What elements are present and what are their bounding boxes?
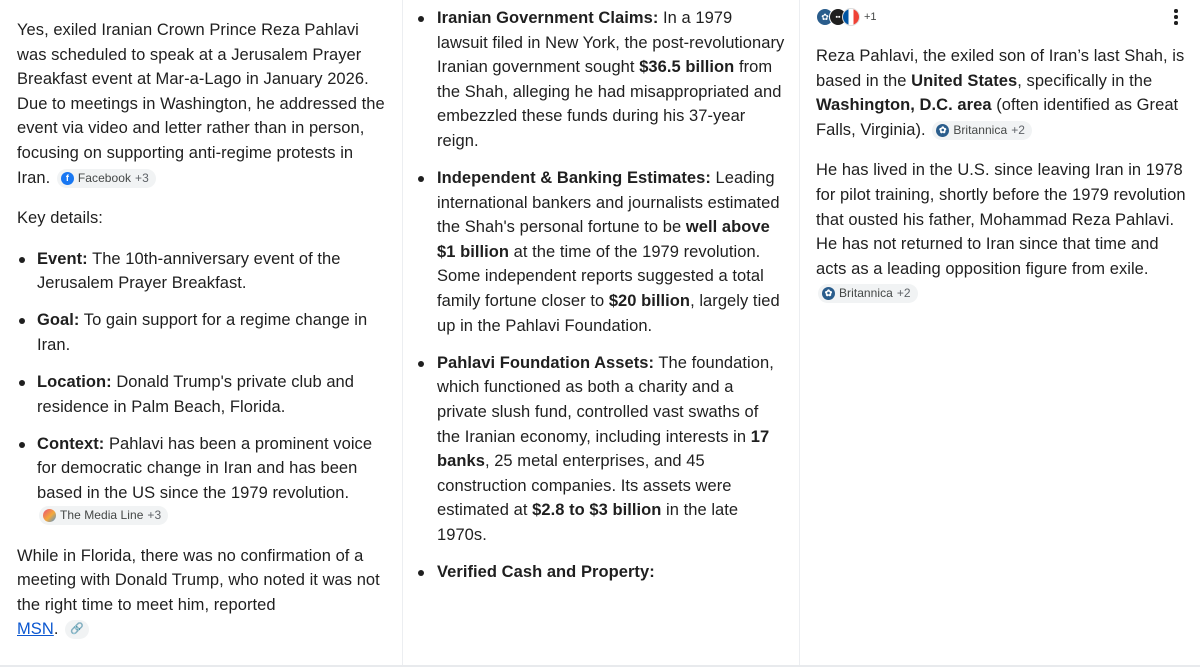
bullet-dot: [418, 176, 424, 182]
para-highlight: Washington, D.C. area: [816, 96, 992, 115]
key-details-heading: Key details:: [17, 209, 103, 228]
list-item: [17, 432, 389, 531]
sources-stack[interactable]: [816, 8, 877, 26]
chip-source: Facebook: [77, 170, 132, 185]
answer-column-middle: [403, 0, 800, 667]
sources-row: [816, 6, 1186, 28]
item-text: To gain support for a regime change in Iran.: [37, 311, 368, 355]
item-highlight: 17 banks: [437, 427, 770, 471]
item-label: Independent & Banking Estimates:: [437, 169, 711, 188]
bullet-dot: [19, 257, 25, 263]
source-chip-britannica[interactable]: [932, 121, 1032, 140]
bullet-dot: [418, 16, 424, 22]
item-label: Iranian Government Claims:: [437, 9, 659, 27]
britannica-icon: ✿: [822, 287, 835, 300]
intro-paragraph: [17, 18, 389, 190]
closing-text: While in Florida, there was no confirmation of a meeting with Donald Trump, who noted it was not the right time to meet him, reported: [17, 546, 380, 614]
item-label: Context:: [37, 434, 105, 453]
item-text: Donald Trump's private club and residence in Palm Beach, Florida.: [37, 373, 355, 416]
item-label: Verified Cash and Property:: [437, 562, 655, 581]
chip-count: +2: [896, 286, 911, 301]
item-label: Goal:: [37, 311, 80, 330]
item-text: from the Shah, alleging he had misappropriated and embezzled these funds during his 37-year reign.: [437, 58, 782, 150]
item-text: in the late 1970s.: [437, 501, 739, 544]
link-icon: 🔗: [70, 623, 84, 636]
para-text: (often identified as Great Falls, Virginia).: [816, 96, 1179, 139]
list-item: [415, 6, 786, 154]
history-paragraph: [816, 158, 1186, 306]
chip-count: +3: [135, 170, 149, 185]
item-highlight: $2.8 to $3 billion: [532, 501, 662, 520]
chip-source: Britannica: [953, 122, 1008, 137]
para-text: He has lived in the U.S. since leaving Iran in 1978 for pilot training, shortly before the 1979 revolution that ousted his father, Mohammad Reza Pahlavi. He has not returned to Iran since that time and acts as a leading opposition figure from exile.: [816, 161, 1186, 278]
bullet-dot: [19, 442, 25, 448]
item-label: Pahlavi Foundation Assets:: [437, 353, 655, 372]
item-text: In a 1979 lawsuit filed in New York, the post-revolutionary Iranian government sought: [437, 9, 785, 77]
bullet-dot: [418, 361, 424, 367]
para-text: Reza Pahlavi, the exiled son of Iran’s last Shah, is based in the: [816, 47, 1185, 90]
source-chip-facebook[interactable]: [57, 169, 156, 188]
britannica-icon: ✿: [936, 124, 949, 137]
item-highlight: $36.5 billion: [639, 58, 735, 77]
sources-count: +1: [864, 11, 877, 23]
item-label: Location:: [37, 373, 112, 392]
answer-column-left: [0, 0, 403, 667]
answer-column-right: [800, 0, 1200, 667]
msn-link[interactable]: MSN: [17, 620, 54, 639]
list-item: [415, 166, 786, 338]
link-chip[interactable]: [65, 620, 89, 639]
more-options-icon[interactable]: [1166, 7, 1186, 27]
list-item: [17, 247, 389, 296]
item-text: The 10th-anniversary event of the Jerusalem Prayer Breakfast.: [37, 249, 341, 293]
closing-paragraph: [17, 544, 389, 642]
intro-text: Yes, exiled Iranian Crown Prince Reza Pahlavi was scheduled to speak at a Jerusalem Prayer Breakfast event at Mar-a-Lago in January 2026. Due to meetings in Washington, he addressed the event via video and letter rather than in person, focusing on supporting anti-regime protests in Iran.: [17, 21, 385, 187]
list-item: [17, 308, 389, 357]
item-text: , 25 metal enterprises, and 45 construction companies. Its assets were estimated at: [437, 452, 732, 520]
key-details-list: [17, 247, 389, 531]
chip-source: The Media Line: [60, 507, 144, 522]
chip-count: +2: [1011, 122, 1025, 137]
media-line-icon: [43, 509, 56, 522]
chip-count: +3: [147, 507, 162, 522]
para-text: , specifically in the: [1017, 71, 1153, 90]
chip-source: Britannica: [839, 286, 893, 301]
item-text: at the time of the 1979 revolution. Some independent reports suggested a total family fortune closer to: [437, 242, 764, 311]
location-paragraph: [816, 44, 1186, 142]
item-text: , largely tied up in the Pahlavi Foundation.: [437, 292, 780, 335]
item-highlight: $20 billion: [608, 292, 691, 311]
source-chip-media-line[interactable]: [39, 506, 168, 525]
closing-period: .: [53, 620, 59, 639]
britannica-icon: ✿: [816, 8, 834, 26]
list-item: [17, 370, 389, 419]
bullet-dot: [418, 570, 424, 576]
item-text: The foundation, which functioned as both a charity and a private slush fund, controlled vast swaths of the Iranian economy, including interests in: [437, 353, 774, 446]
item-text: Pahlavi has been a prominent voice for democratic change in Iran and has been based in the US since the 1979 revolution.: [37, 434, 373, 502]
item-highlight: well above $1 billion: [437, 218, 770, 261]
list-item: [415, 351, 786, 548]
source-chip-britannica[interactable]: [818, 284, 918, 303]
item-label: Event:: [37, 249, 88, 268]
facebook-icon: f: [61, 172, 74, 185]
france-flag-icon: [842, 8, 860, 26]
para-highlight: United States: [911, 71, 1018, 90]
item-text: Leading international bankers and journalists estimated the Shah's personal fortune to be: [437, 169, 780, 237]
news-source-icon: ▪▪: [829, 8, 847, 26]
list-item: [415, 560, 786, 585]
bullet-dot: [19, 318, 25, 324]
bullet-dot: [19, 380, 25, 386]
wealth-list: [415, 6, 786, 585]
